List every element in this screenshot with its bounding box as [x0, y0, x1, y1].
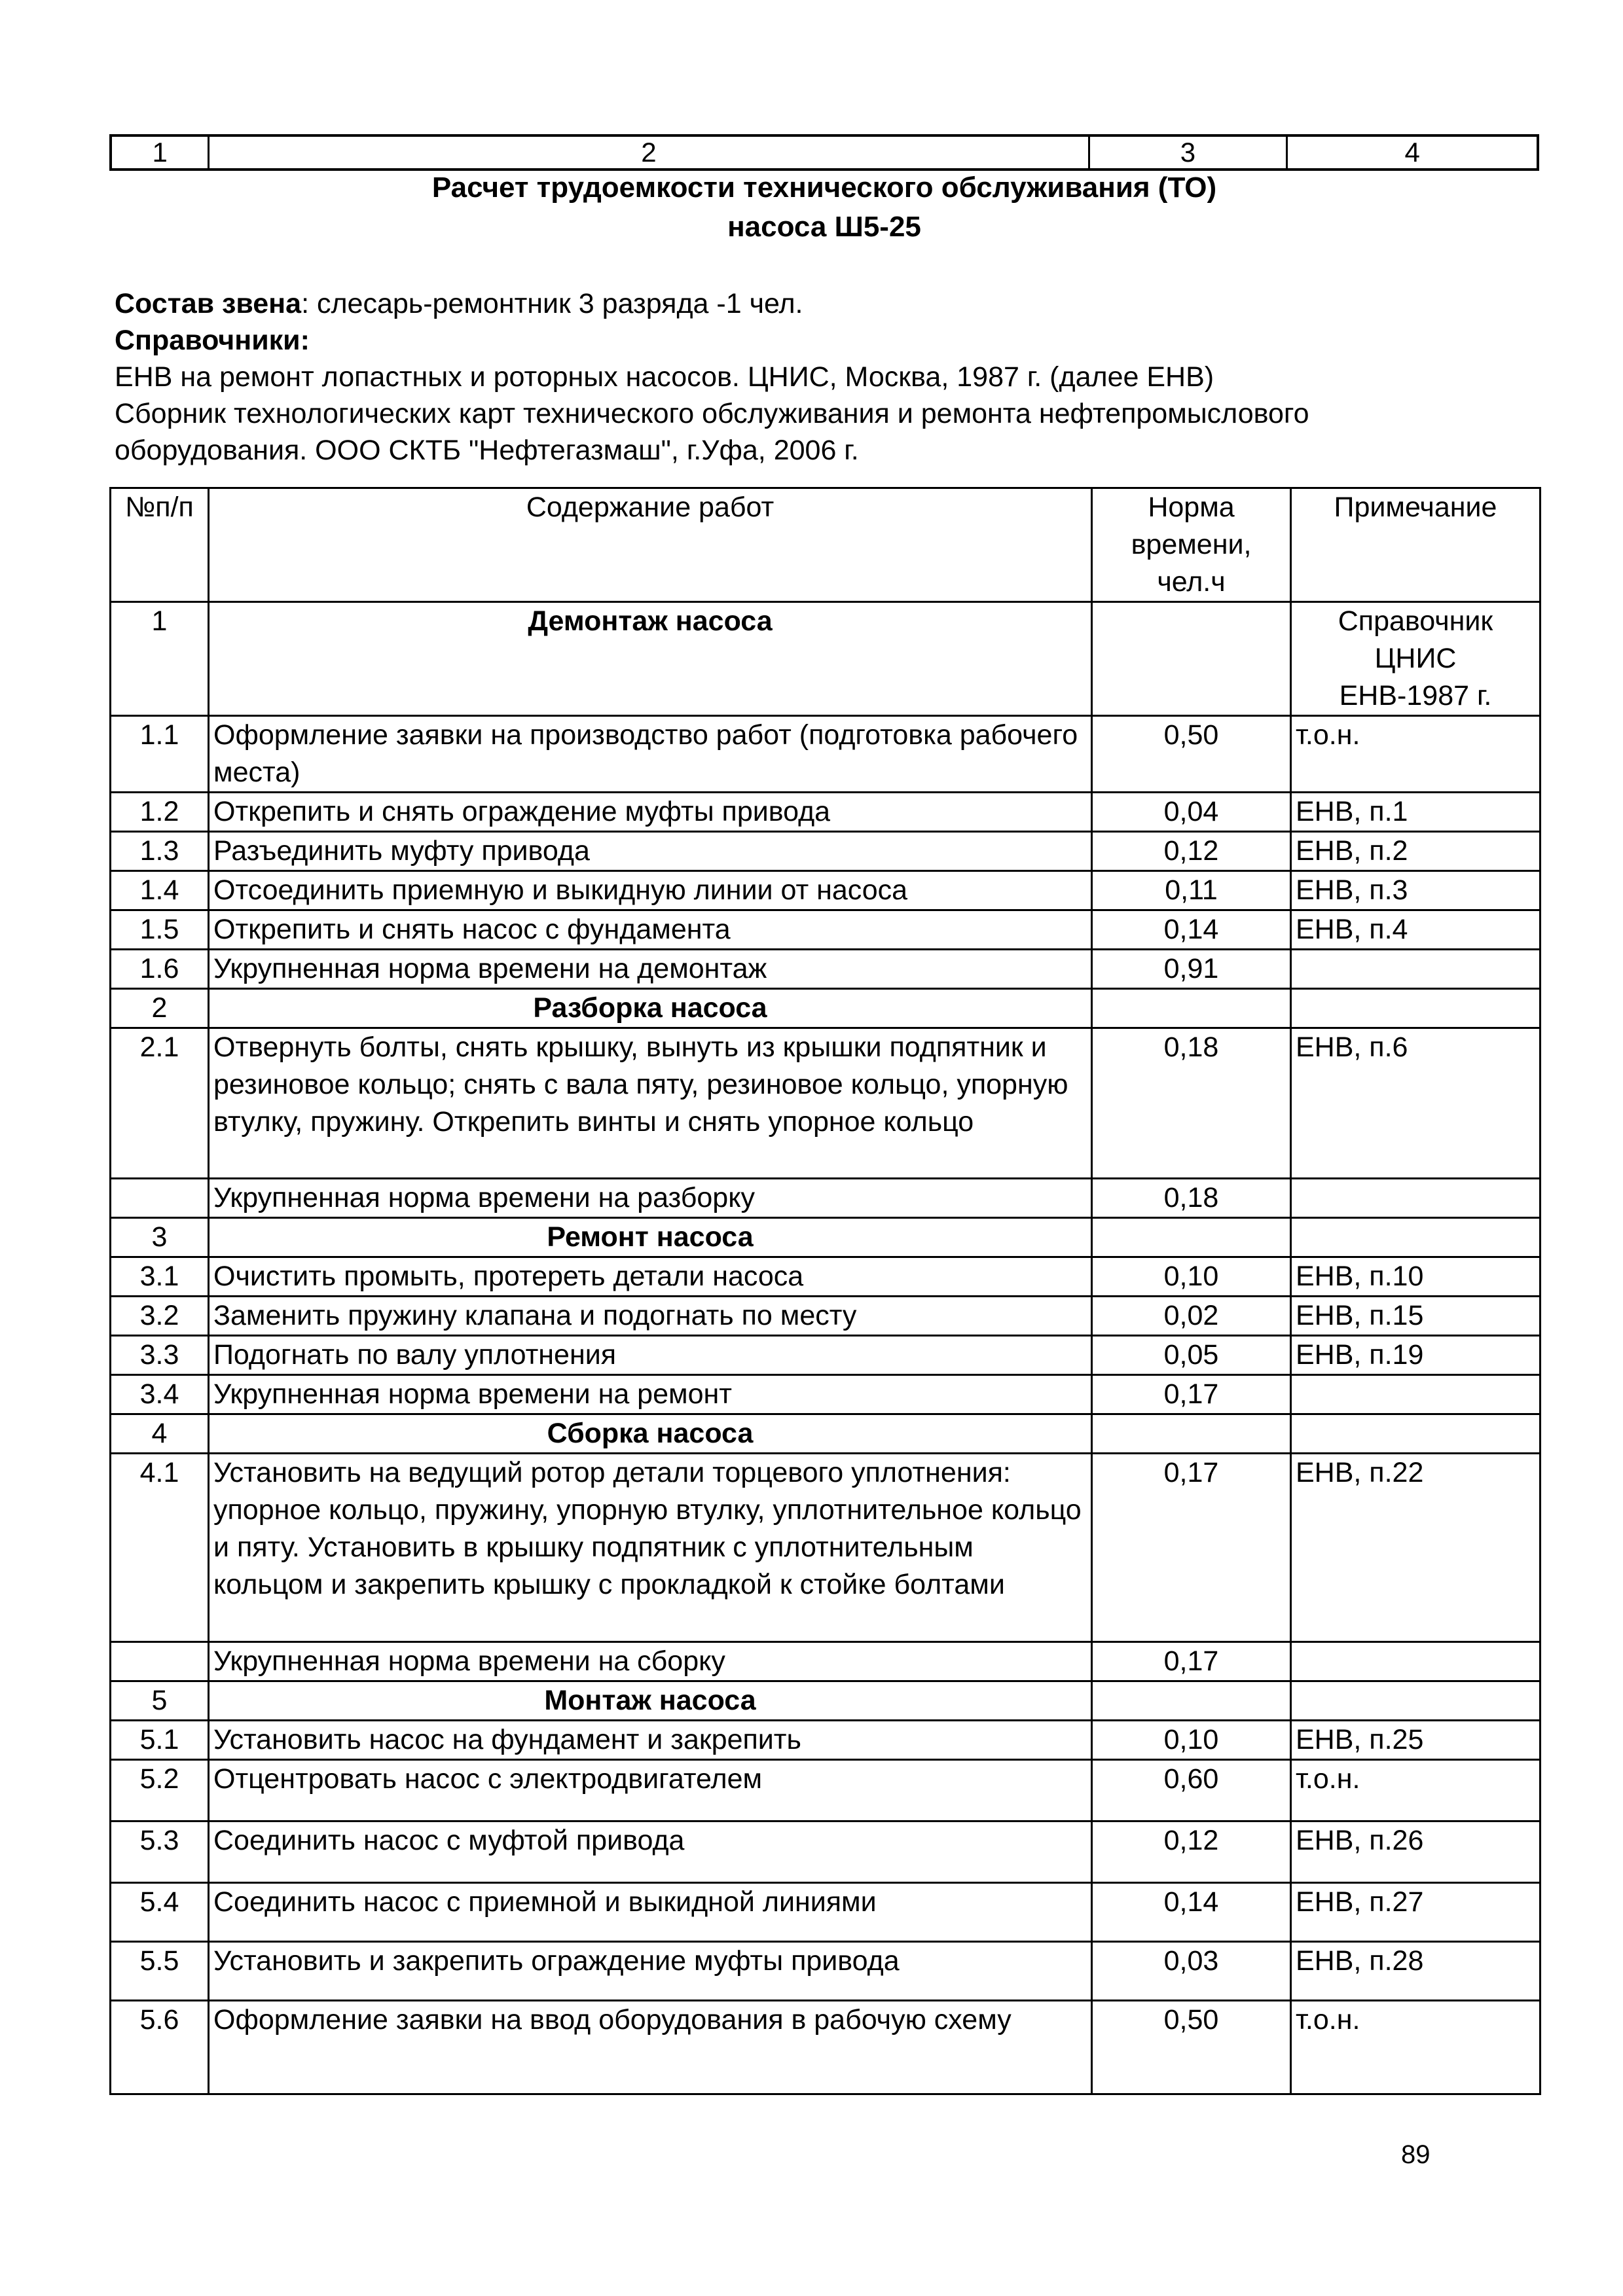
row-note [1291, 1218, 1541, 1257]
row-number: 1.6 [111, 950, 209, 989]
work-description: Очистить промыть, протереть детали насоса [209, 1257, 1092, 1297]
row-number: 1.5 [111, 910, 209, 950]
time-norm: 0,14 [1092, 910, 1291, 950]
page-number: 89 [1401, 2140, 1431, 2169]
work-description: Монтаж насоса [209, 1681, 1092, 1721]
row-note: т.о.н. [1291, 1760, 1541, 1821]
row-note [1291, 1375, 1541, 1414]
row-note: ЕНВ, п.10 [1291, 1257, 1541, 1297]
work-description: Открепить и снять ограждение муфты привода [209, 793, 1092, 832]
row-number [111, 1179, 209, 1218]
column-number: 2 [210, 137, 1089, 168]
work-description: Соединить насос с приемной и выкидной линиями [209, 1883, 1092, 1942]
section-row [111, 1414, 1541, 1454]
time-norm [1092, 989, 1291, 1028]
time-norm: 0,14 [1092, 1883, 1291, 1942]
work-description: Оформление заявки на производство работ (подготовка рабочего места) [209, 716, 1092, 793]
row-note: ЕНВ, п.26 [1291, 1821, 1541, 1883]
reference-1: ЕНВ на ремонт лопастных и роторных насосов. ЦНИС, Москва, 1987 г. (далее ЕНВ) [115, 361, 1214, 393]
row-number: 5.5 [111, 1942, 209, 2001]
row-number [111, 1642, 209, 1681]
work-description: Укрупненная норма времени на ремонт [209, 1375, 1092, 1414]
table-row [111, 1028, 1541, 1179]
row-number: 3 [111, 1218, 209, 1257]
table-row [111, 1883, 1541, 1942]
column-number-header [109, 134, 1539, 171]
table-row [111, 832, 1541, 871]
work-description: Ремонт насоса [209, 1218, 1092, 1257]
time-norm: 0,02 [1092, 1297, 1291, 1336]
row-number: 3.2 [111, 1297, 209, 1336]
work-description: Укрупненная норма времени на разборку [209, 1179, 1092, 1218]
row-note: ЕНВ, п.25 [1291, 1721, 1541, 1760]
row-number: 3.3 [111, 1336, 209, 1375]
row-number: 1.2 [111, 793, 209, 832]
work-description: Демонтаж насоса [209, 602, 1092, 716]
row-note: ЕНВ, п.15 [1291, 1297, 1541, 1336]
labor-table [109, 487, 1541, 2095]
table-row [111, 1821, 1541, 1883]
table-row [111, 1642, 1541, 1681]
table-row [111, 1179, 1541, 1218]
work-description: Укрупненная норма времени на сборку [209, 1642, 1092, 1681]
table-header-row [111, 488, 1541, 602]
row-number: 5.1 [111, 1721, 209, 1760]
column-number: 4 [1404, 137, 1420, 168]
section-row [111, 1681, 1541, 1721]
intro-block [115, 285, 1535, 469]
row-number: 1.3 [111, 832, 209, 871]
table-row [111, 1297, 1541, 1336]
header-number: №п/п [111, 488, 209, 602]
row-note: т.о.н. [1291, 716, 1541, 793]
row-number: 2 [111, 989, 209, 1028]
row-number: 1.4 [111, 871, 209, 910]
row-note: ЕНВ, п.27 [1291, 1883, 1541, 1942]
row-note: т.о.н. [1291, 2001, 1541, 2094]
row-number: 3.4 [111, 1375, 209, 1414]
work-description: Оформление заявки на ввод оборудования в рабочую схему [209, 2001, 1092, 2094]
work-description: Установить насос на фундамент и закрепить [209, 1721, 1092, 1760]
row-number: 4.1 [111, 1454, 209, 1642]
section-row [111, 989, 1541, 1028]
column-number: 3 [1090, 137, 1288, 168]
time-norm: 0,17 [1092, 1375, 1291, 1414]
references-label: Справочники: [115, 325, 310, 356]
time-norm: 0,18 [1092, 1028, 1291, 1179]
work-description: Подогнать по валу уплотнения [209, 1336, 1092, 1375]
time-norm: 0,17 [1092, 1642, 1291, 1681]
row-number: 2.1 [111, 1028, 209, 1179]
work-description: Укрупненная норма времени на демонтаж [209, 950, 1092, 989]
work-description: Установить на ведущий ротор детали торцевого уплотнения: упорное кольцо, пружину, упорную втулку, уплотнительное кольцо и пяту. Установить в крышку подпятник с уплотнительным кольцом и закрепить крышку с прокладкой к стойке болтами [209, 1454, 1092, 1642]
header-norm: Норма времени, чел.ч [1092, 488, 1291, 602]
row-note [1291, 1642, 1541, 1681]
table-row [111, 793, 1541, 832]
crew-value: : слесарь-ремонтник 3 разряда -1 чел. [301, 288, 803, 319]
table-row [111, 1454, 1541, 1642]
row-note: ЕНВ, п.6 [1291, 1028, 1541, 1179]
time-norm: 0,91 [1092, 950, 1291, 989]
row-note: ЕНВ, п.4 [1291, 910, 1541, 950]
row-note [1291, 1179, 1541, 1218]
table-row [111, 950, 1541, 989]
row-number: 4 [111, 1414, 209, 1454]
work-description: Отвернуть болты, снять крышку, вынуть из крышки подпятник и резиновое кольцо; снять с вала пяту, резиновое кольцо, упорную втулку, пружину. Открепить винты и снять упорное кольцо [209, 1028, 1092, 1179]
table-row [111, 716, 1541, 793]
time-norm: 0,03 [1092, 1942, 1291, 2001]
table-row [111, 2001, 1541, 2094]
time-norm: 0,50 [1092, 716, 1291, 793]
time-norm: 0,12 [1092, 832, 1291, 871]
row-note: ЕНВ, п.28 [1291, 1942, 1541, 2001]
header-note: Примечание [1291, 488, 1541, 602]
row-number: 5.6 [111, 2001, 209, 2094]
row-note: Справочник ЦНИС ЕНВ-1987 г. [1291, 602, 1541, 716]
table-row [111, 871, 1541, 910]
work-description: Открепить и снять насос с фундамента [209, 910, 1092, 950]
row-number: 1 [111, 602, 209, 716]
row-note: ЕНВ, п.1 [1291, 793, 1541, 832]
table-row [111, 1760, 1541, 1821]
table-row [111, 1336, 1541, 1375]
row-note [1291, 989, 1541, 1028]
time-norm: 0,10 [1092, 1257, 1291, 1297]
table-row [111, 1257, 1541, 1297]
document-title: Расчет трудоемкости технического обслуживания (ТО) [431, 171, 1217, 204]
work-description: Заменить пружину клапана и подогнать по месту [209, 1297, 1092, 1336]
time-norm [1092, 1681, 1291, 1721]
row-note: ЕНВ, п.22 [1291, 1454, 1541, 1642]
work-description: Разъединить муфту привода [209, 832, 1092, 871]
section-row [111, 1218, 1541, 1257]
time-norm: 0,10 [1092, 1721, 1291, 1760]
row-number: 1.1 [111, 716, 209, 793]
row-note [1291, 950, 1541, 989]
table-row [111, 910, 1541, 950]
row-number: 5.3 [111, 1821, 209, 1883]
time-norm: 0,05 [1092, 1336, 1291, 1375]
row-note [1291, 1414, 1541, 1454]
time-norm: 0,50 [1092, 2001, 1291, 2094]
crew-label: Состав звена [115, 288, 302, 319]
work-description: Установить и закрепить ограждение муфты привода [209, 1942, 1092, 2001]
row-note [1291, 1681, 1541, 1721]
table-row [111, 1375, 1541, 1414]
work-description: Разборка насоса [209, 989, 1092, 1028]
work-description: Отцентровать насос с электродвигателем [209, 1760, 1092, 1821]
table-row [111, 1942, 1541, 2001]
crew-line [115, 285, 1535, 322]
row-number: 3.1 [111, 1257, 209, 1297]
time-norm: 0,12 [1092, 1821, 1291, 1883]
column-number: 1 [112, 137, 210, 168]
document-subtitle: насоса Ш5-25 [727, 211, 921, 243]
row-number: 5.2 [111, 1760, 209, 1821]
time-norm [1092, 1218, 1291, 1257]
row-number: 5.4 [111, 1883, 209, 1942]
time-norm: 0,17 [1092, 1454, 1291, 1642]
table-row [111, 1721, 1541, 1760]
row-number: 5 [111, 1681, 209, 1721]
work-description: Отсоединить приемную и выкидную линии от насоса [209, 871, 1092, 910]
row-note: ЕНВ, п.19 [1291, 1336, 1541, 1375]
work-description: Сборка насоса [209, 1414, 1092, 1454]
header-work: Содержание работ [209, 488, 1092, 602]
time-norm [1092, 602, 1291, 716]
time-norm: 0,04 [1092, 793, 1291, 832]
work-description: Соединить насос с муфтой привода [209, 1821, 1092, 1883]
reference-2: Сборник технологических карт технического обслуживания и ремонта нефтепромыслового оборудования. ООО СКТБ "Нефтегазмаш", г.Уфа, 2006 г. [115, 398, 1309, 466]
time-norm: 0,18 [1092, 1179, 1291, 1218]
section-row [111, 602, 1541, 716]
row-note: ЕНВ, п.2 [1291, 832, 1541, 871]
time-norm: 0,60 [1092, 1760, 1291, 1821]
time-norm [1092, 1414, 1291, 1454]
row-note: ЕНВ, п.3 [1291, 871, 1541, 910]
time-norm: 0,11 [1092, 871, 1291, 910]
